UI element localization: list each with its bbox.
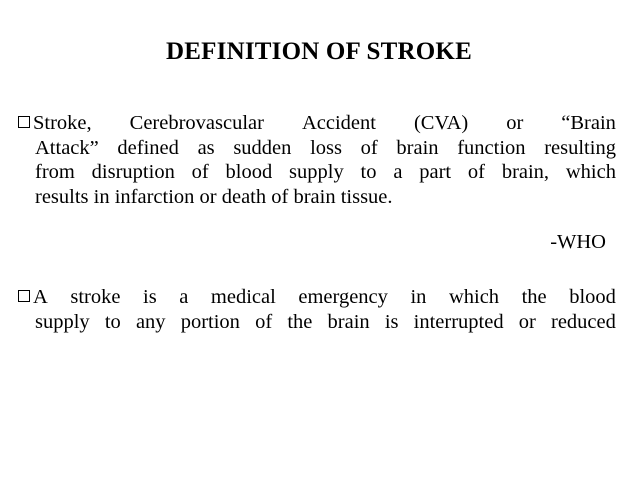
word: to: [104, 310, 121, 333]
word: portion: [180, 310, 240, 333]
word: Attack”: [35, 136, 99, 159]
bullet-point-2: [18, 285, 616, 334]
word: “Brain: [561, 112, 616, 134]
word: brain,: [501, 161, 550, 184]
word: of: [191, 161, 209, 184]
bullet-2-line-2: [18, 310, 616, 335]
word: brain: [327, 310, 370, 333]
word: results in infarction or death of brain tissue.: [35, 185, 393, 208]
word: the: [287, 310, 313, 333]
word: stroke: [70, 286, 121, 308]
word: Cerebrovascular: [129, 112, 264, 134]
word: as: [197, 136, 215, 159]
bullet-point-1: [18, 111, 616, 209]
word: function: [457, 136, 526, 159]
bullet-2-line-1: [18, 285, 616, 310]
word: brain: [396, 136, 439, 159]
word: blood: [225, 161, 273, 184]
word: blood: [569, 286, 616, 308]
slide-title: DEFINITION OF STROKE: [166, 38, 472, 65]
word: loss: [310, 136, 342, 159]
word: from: [35, 161, 75, 184]
word: a: [179, 286, 189, 308]
bullet-1-line-1: [18, 111, 616, 136]
word: is: [384, 310, 399, 333]
bullet-1-line-2: [18, 136, 616, 161]
word: sudden: [233, 136, 292, 159]
checkbox-icon: [18, 290, 30, 302]
word: which: [565, 161, 616, 184]
word: Stroke,: [33, 112, 92, 134]
word: of: [255, 310, 273, 333]
bullet-1-line-3: [18, 160, 616, 185]
word: defined: [117, 136, 179, 159]
checkbox-icon: [18, 116, 30, 128]
bullet-1-line-4: [18, 185, 616, 210]
word: reduced: [551, 310, 616, 333]
word: supply: [289, 161, 344, 184]
word: (CVA): [413, 112, 469, 134]
word: or: [518, 310, 536, 333]
word: the: [521, 286, 547, 308]
word: any: [135, 310, 166, 333]
word: to: [360, 161, 377, 184]
bullet-1-line-1-text: [33, 111, 616, 136]
word: Accident: [301, 112, 376, 134]
word: resulting: [544, 136, 616, 159]
word: a: [393, 161, 403, 184]
word: of: [360, 136, 378, 159]
word: part: [419, 161, 452, 184]
word: medical: [210, 286, 276, 308]
word: which: [448, 286, 500, 308]
word: interrupted: [413, 310, 504, 333]
word: supply: [35, 310, 90, 333]
word: emergency: [298, 286, 388, 308]
word: A: [33, 286, 48, 308]
attribution-who: -WHO: [550, 231, 606, 253]
word: is: [143, 286, 157, 308]
word: or: [506, 112, 524, 134]
word: of: [467, 161, 485, 184]
word: disruption: [91, 161, 175, 184]
bullet-2-line-1-text: [33, 285, 616, 310]
word: in: [410, 286, 427, 308]
